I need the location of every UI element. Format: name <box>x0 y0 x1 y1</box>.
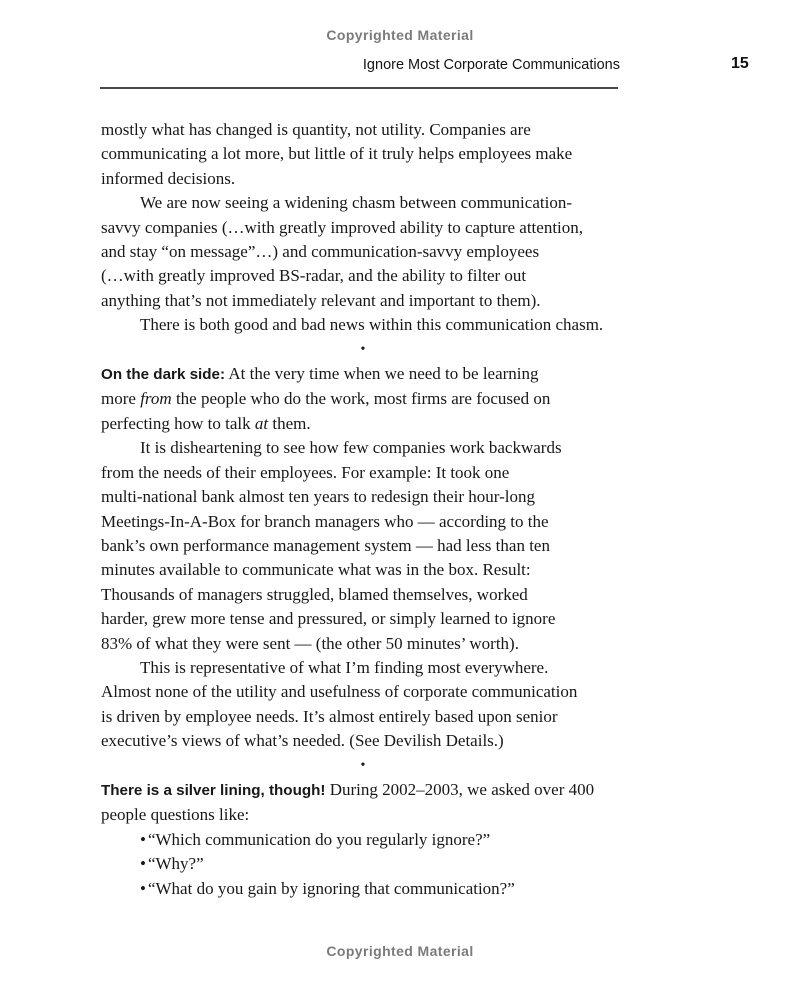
text-line <box>101 583 625 607</box>
text-segment: bank’s own performance management system — had less than ten <box>101 535 550 555</box>
text-segment: At the very time when we need to be learning <box>225 364 539 384</box>
chapter-title: Ignore Most Corporate Communications <box>362 57 620 73</box>
text-segment: Meetings-In-A-Box for branch managers who — according to the <box>101 511 549 531</box>
text-segment: people questions like: <box>101 805 250 825</box>
text-line <box>101 485 625 509</box>
header-rule <box>100 87 618 89</box>
text-segment: (…with greatly improved BS-radar, and the ability to filter out <box>101 266 527 286</box>
text-segment: It is disheartening to see how few companies work backwards <box>140 438 562 458</box>
text-line <box>101 412 625 436</box>
running-header <box>100 57 620 73</box>
bullet-text: “What do you gain by ignoring that communication?” <box>147 878 515 898</box>
text-line <box>101 558 625 582</box>
text-line <box>101 142 625 166</box>
text-line <box>101 264 625 288</box>
bottom-copyright-watermark: Copyrighted Material <box>326 943 474 959</box>
bullet-icon: • <box>140 878 146 898</box>
text-segment: anything that’s not immediately relevant and important to them). <box>101 290 541 310</box>
text-line <box>101 313 625 337</box>
text-line <box>101 191 625 215</box>
text-line <box>101 534 625 558</box>
text-segment: Almost none of the utility and usefulness of corporate communication <box>101 682 578 702</box>
text-segment: perfecting how to talk <box>101 413 255 433</box>
text-segment: executive’s views of what’s needed. (See Devilish Details.) <box>101 731 504 751</box>
section-divider-bullet: • <box>360 341 366 357</box>
text-line <box>101 289 625 313</box>
text-line <box>101 656 625 680</box>
text-line <box>101 362 625 387</box>
text-segment: informed decisions. <box>101 168 236 188</box>
text-segment: more <box>101 389 141 409</box>
question-list <box>101 828 625 901</box>
page-body <box>101 118 625 901</box>
text-line <box>101 680 625 704</box>
text-line <box>101 632 625 656</box>
text-segment: the people who do the work, most firms are focused on <box>171 389 551 409</box>
bullet-text: “Which communication do you regularly ignore?” <box>147 829 491 849</box>
text-line <box>101 778 625 803</box>
text-line <box>101 167 625 191</box>
italic-word: at <box>254 413 269 433</box>
text-line <box>101 510 625 534</box>
para-representative <box>101 656 625 754</box>
bullet-icon: • <box>140 829 146 849</box>
para-silver-lining <box>101 778 625 828</box>
para-dark-side <box>101 362 625 436</box>
text-segment: We are now seeing a widening chasm between communication- <box>140 193 572 213</box>
text-line <box>101 803 625 827</box>
page-number: 15 <box>731 55 749 72</box>
text-segment: mostly what has changed is quantity, not utility. Companies are <box>101 120 531 139</box>
text-line <box>101 387 625 411</box>
text-segment: harder, grew more tense and pressured, or simply learned to ignore <box>101 609 556 629</box>
bullet-item <box>140 828 625 852</box>
para-intro <box>101 118 625 191</box>
text-line <box>101 705 625 729</box>
text-line <box>101 729 625 753</box>
para-bank-example <box>101 436 625 656</box>
text-segment: is driven by employee needs. It’s almost entirely based upon senior <box>101 706 558 726</box>
text-line <box>101 607 625 631</box>
section-divider-bullet: • <box>360 757 366 773</box>
bold-lead-in: On the dark side: <box>101 366 226 384</box>
text-segment: Thousands of managers struggled, blamed themselves, worked <box>101 584 528 604</box>
para-chasm <box>101 191 625 313</box>
text-segment: 83% of what they were sent — (the other 50 minutes’ worth). <box>101 633 519 653</box>
text-segment: and stay “on message”…) and communication-savvy employees <box>101 242 540 262</box>
bullet-icon: • <box>140 854 146 874</box>
text-segment: minutes available to communicate what was in the box. Result: <box>101 560 531 580</box>
text-segment: savvy companies (…with greatly improved ability to capture attention, <box>101 217 584 237</box>
top-copyright-watermark: Copyrighted Material <box>326 27 474 43</box>
italic-word: from <box>140 389 172 409</box>
text-segment: communicating a lot more, but little of it truly helps employees make <box>101 144 573 164</box>
bullet-item <box>140 852 625 876</box>
text-line <box>101 240 625 264</box>
text-line <box>101 436 625 460</box>
text-line <box>101 118 625 142</box>
text-line <box>101 216 625 240</box>
text-segment: This is representative of what I’m finding most everywhere. <box>140 657 549 677</box>
text-segment: multi-national bank almost ten years to redesign their hour-long <box>101 487 535 507</box>
text-segment: During 2002–2003, we asked over 400 <box>325 779 595 799</box>
text-segment: them. <box>268 413 311 433</box>
bullet-text: “Why?” <box>147 854 204 874</box>
para-good-bad-news <box>101 313 625 337</box>
bullet-item <box>140 877 625 901</box>
text-segment: There is both good and bad news within this communication chasm. <box>140 315 604 335</box>
bold-lead-in: There is a silver lining, though! <box>101 781 326 799</box>
text-segment: from the needs of their employees. For example: It took one <box>101 462 510 482</box>
text-line <box>101 461 625 485</box>
